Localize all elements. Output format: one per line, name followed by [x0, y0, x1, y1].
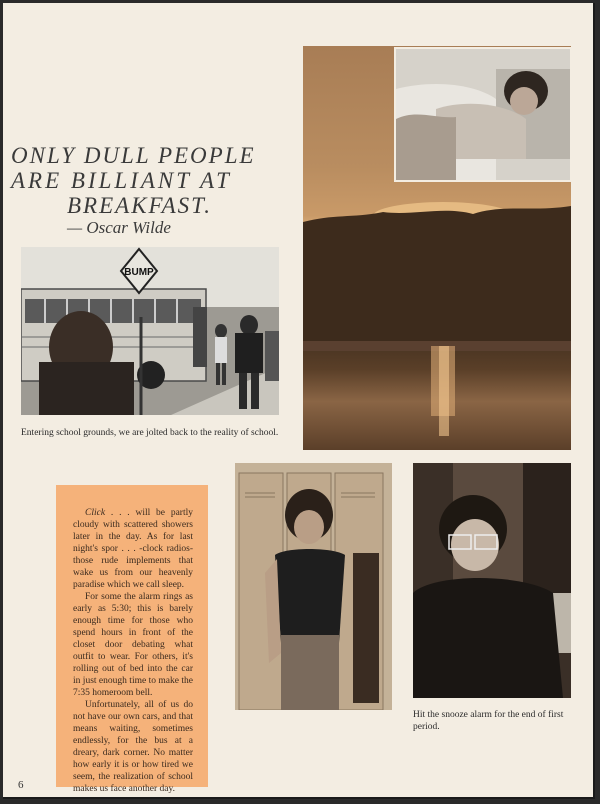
- story-paragraph-2: For some the alarm rings as early as 5:30; this is barely enough time for those who spend hours in front of the closet door debating what outfit to wear. For others, it's rolling out of bed into the car in just enough time to make the 7:35 homeroom bell.: [73, 592, 193, 698]
- quote-line-3: BREAKFAST.: [67, 193, 213, 218]
- bus-photo: [21, 247, 279, 415]
- story-paragraph-1-rest: . . . will be partly cloudy with scattered showers later in the day. As for last night's spor . . . -clock radios-those rude implements that wake us from our heavenly paradise which we call sleep.: [73, 508, 193, 590]
- snooze-photo-caption: Hit the snooze alarm for the end of first period.: [413, 710, 564, 732]
- quote-line-1: ONLY DULL PEOPLE: [11, 143, 256, 168]
- page-number: 6: [18, 779, 24, 791]
- story-text-box: [56, 485, 208, 794]
- bus-photo-drawing: [21, 247, 279, 415]
- student-with-glasses-photo: [413, 463, 571, 698]
- story-paragraph-3: Unfortunately, all of us do not have our own cars, and that means waiting, sometimes endlessly, for the bus at a dreary, dark corner. No matter how early it is or how tired we seem, the realization of school makes us face another day.: [73, 700, 193, 794]
- story-lead-word: Click: [85, 508, 106, 518]
- locker-student-photo: [235, 463, 392, 710]
- bed-drawing: [396, 49, 570, 180]
- yearbook-page: [3, 3, 595, 799]
- oscar-wilde-quote: [11, 143, 283, 238]
- bump-sign: BUMP: [124, 267, 154, 278]
- quote-line-2: ARE BILLIANT AT: [11, 168, 232, 193]
- story-text: [73, 507, 193, 795]
- glasses-drawing: [413, 463, 571, 698]
- bus-photo-caption: Entering school grounds, we are jolted back to the reality of school.: [21, 428, 279, 438]
- locker-drawing: [235, 463, 392, 710]
- quote-author: — Oscar Wilde: [67, 218, 171, 237]
- story-paragraph-1: [73, 507, 193, 591]
- sleeping-student-photo: [394, 47, 572, 182]
